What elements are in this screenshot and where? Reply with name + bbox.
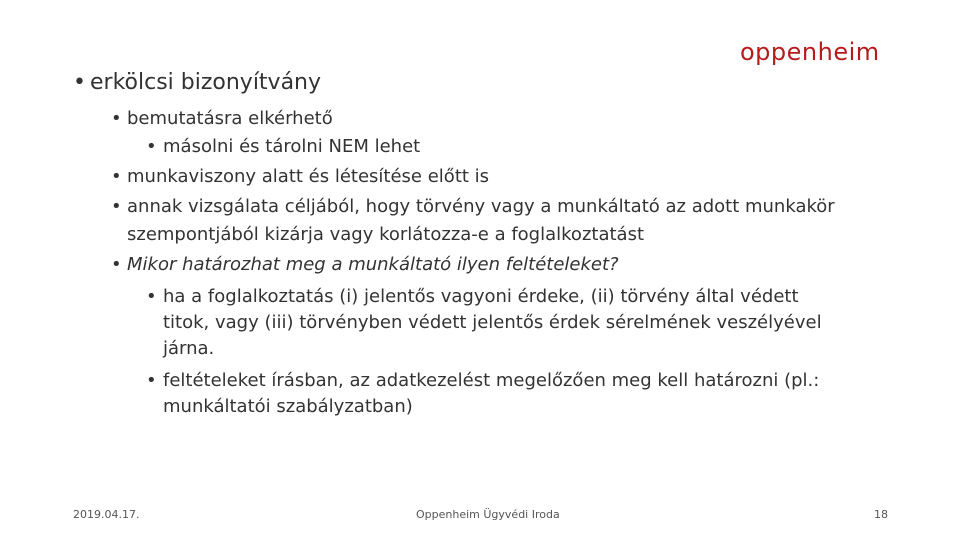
bullet-icon: • bbox=[111, 196, 122, 217]
footer-date: 2019.04.17. bbox=[73, 508, 140, 521]
bullet-icon: • bbox=[146, 370, 157, 391]
bullet-text-level1-cont: szempontjából kizárja vagy korlátozza-e a foglalkoztatást bbox=[127, 224, 644, 245]
bullet-text-level2-cont: munkáltatói szabályzatban) bbox=[163, 396, 413, 417]
bullet-text-level2-cont: titok, vagy (iii) törvényben védett jelentős érdek sérelmének veszélyével bbox=[163, 312, 822, 333]
bullet-icon: • bbox=[111, 166, 122, 187]
bullet-text-level2: másolni és tárolni NEM lehet bbox=[163, 136, 421, 157]
bullet-icon: • bbox=[73, 70, 86, 95]
bullet-text-level1: annak vizsgálata céljából, hogy törvény vagy a munkáltató az adott munkakör bbox=[127, 196, 835, 217]
bullet-text-level2: feltételeket írásban, az adatkezelést megelőzően meg kell határozni (pl.: bbox=[163, 370, 820, 391]
footer-page-number: 18 bbox=[874, 508, 888, 521]
bullet-text-level2-cont: járna. bbox=[163, 338, 215, 359]
bullet-text-level2: ha a foglalkoztatás (i) jelentős vagyoni érdeke, (ii) törvény által védett bbox=[163, 286, 799, 307]
bullet-icon: • bbox=[146, 286, 157, 307]
footer-company: Oppenheim Ügyvédi Iroda bbox=[416, 508, 560, 521]
bullet-icon: • bbox=[146, 136, 157, 157]
oppenheim-logo: oppenheim bbox=[740, 38, 880, 66]
bullet-icon: • bbox=[111, 254, 122, 275]
bullet-text-level1: munkaviszony alatt és létesítése előtt is bbox=[127, 166, 490, 187]
bullet-icon: • bbox=[111, 108, 122, 129]
bullet-text-level1-question: Mikor határozhat meg a munkáltató ilyen feltételeket? bbox=[127, 254, 619, 275]
bullet-text-level0: erkölcsi bizonyítvány bbox=[90, 70, 322, 95]
bullet-text-level1: bemutatásra elkérhető bbox=[127, 108, 333, 129]
